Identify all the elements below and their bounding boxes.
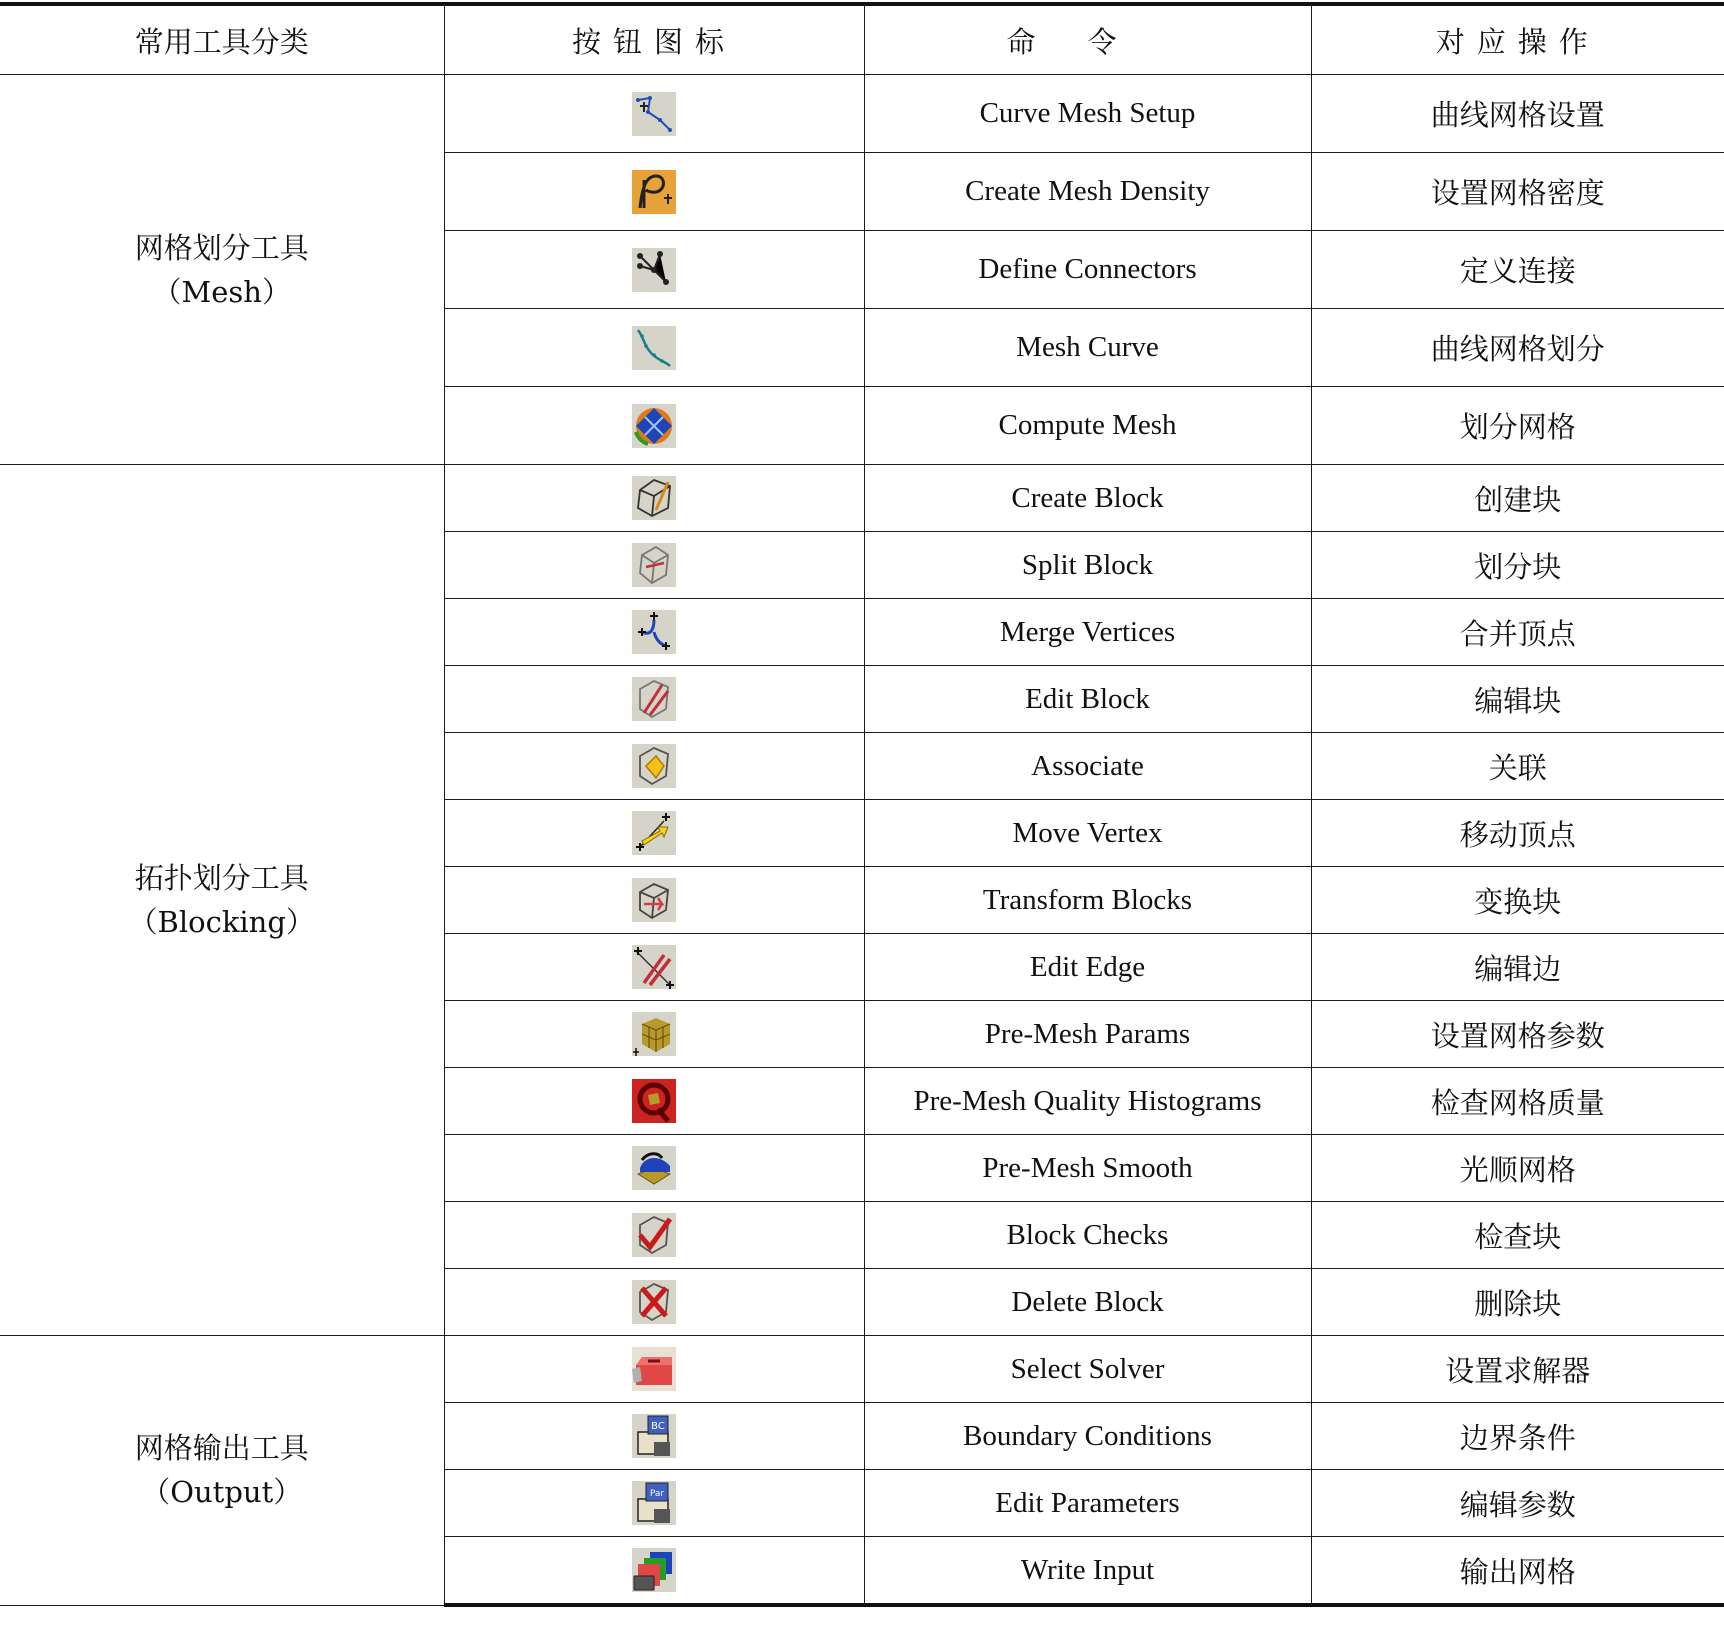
- command-cell: Pre-Mesh Params: [864, 1001, 1311, 1068]
- icon-cell: [444, 867, 864, 934]
- icon-cell: [444, 1001, 864, 1068]
- table-row: [0, 1336, 1724, 1403]
- operation-cell: 变换块: [1311, 867, 1724, 934]
- svg-text:BC: BC: [651, 1421, 665, 1432]
- operation-cell: 设置求解器: [1311, 1336, 1724, 1403]
- header-icon: 按钮图标: [444, 4, 864, 75]
- group-label-cell: [0, 1336, 444, 1606]
- command-cell: Block Checks: [864, 1202, 1311, 1269]
- group-name-cn: 网格输出工具: [134, 1431, 309, 1466]
- pre-mesh-params-icon: [630, 1010, 678, 1058]
- operation-cell: 编辑边: [1311, 934, 1724, 1001]
- command-cell: Compute Mesh: [864, 387, 1311, 465]
- select-solver-icon: [630, 1345, 678, 1393]
- operation-cell: 合并顶点: [1311, 599, 1724, 666]
- command-cell: Create Block: [864, 465, 1311, 532]
- icon-cell: [444, 1135, 864, 1202]
- operation-cell: 移动顶点: [1311, 800, 1724, 867]
- icon-cell: [444, 532, 864, 599]
- operation-cell: 输出网格: [1311, 1537, 1724, 1606]
- group-label-cell: [0, 75, 444, 465]
- table-body: [0, 75, 1724, 1606]
- command-cell: Pre-Mesh Smooth: [864, 1135, 1311, 1202]
- operation-cell: 边界条件: [1311, 1403, 1724, 1470]
- table-row: [0, 465, 1724, 532]
- tool-table: [0, 2, 1724, 1607]
- icon-cell: [444, 231, 864, 309]
- command-cell: Associate: [864, 733, 1311, 800]
- curve-mesh-setup-icon: [630, 90, 678, 138]
- operation-cell: 定义连接: [1311, 231, 1724, 309]
- icon-cell: [444, 153, 864, 231]
- icon-cell: [444, 309, 864, 387]
- associate-icon: [630, 742, 678, 790]
- icon-cell: [444, 666, 864, 733]
- command-cell: Select Solver: [864, 1336, 1311, 1403]
- group-name-cn: 拓扑划分工具: [134, 861, 309, 895]
- operation-cell: 设置网格参数: [1311, 1001, 1724, 1068]
- write-input-icon: [630, 1546, 678, 1594]
- icon-cell: [444, 1470, 864, 1537]
- command-cell: Delete Block: [864, 1269, 1311, 1336]
- icon-cell: [444, 800, 864, 867]
- group-name-cn: 网格划分工具: [134, 230, 309, 265]
- operation-cell: 划分块: [1311, 532, 1724, 599]
- icon-cell: [444, 1403, 864, 1470]
- edit-edge-icon: [630, 943, 678, 991]
- operation-cell: 检查块: [1311, 1202, 1724, 1269]
- command-cell: Edit Block: [864, 666, 1311, 733]
- icon-cell: [444, 1202, 864, 1269]
- pre-mesh-quality-icon: [630, 1077, 678, 1125]
- operation-cell: 曲线网格划分: [1311, 309, 1724, 387]
- define-connectors-icon: [630, 246, 678, 294]
- icon-cell: [444, 1068, 864, 1135]
- group-name-en: （Mesh）: [152, 274, 291, 309]
- command-cell: Edit Edge: [864, 934, 1311, 1001]
- operation-cell: 关联: [1311, 733, 1724, 800]
- header-category: 常用工具分类: [0, 4, 444, 75]
- delete-block-icon: [630, 1278, 678, 1326]
- command-cell: Define Connectors: [864, 231, 1311, 309]
- create-mesh-density-icon: [630, 168, 678, 216]
- icon-cell: [444, 1336, 864, 1403]
- move-vertex-icon: [630, 809, 678, 857]
- operation-cell: 光顺网格: [1311, 1135, 1724, 1202]
- operation-cell: 曲线网格设置: [1311, 75, 1724, 153]
- split-block-icon: [630, 541, 678, 589]
- group-name-en: （Blocking）: [128, 905, 315, 939]
- operation-cell: 编辑参数: [1311, 1470, 1724, 1537]
- command-cell: Transform Blocks: [864, 867, 1311, 934]
- create-block-icon: [630, 474, 678, 522]
- icon-cell: [444, 733, 864, 800]
- command-cell: Split Block: [864, 532, 1311, 599]
- command-cell: Curve Mesh Setup: [864, 75, 1311, 153]
- command-cell: Create Mesh Density: [864, 153, 1311, 231]
- icon-cell: [444, 1537, 864, 1606]
- group-label-cell: [0, 465, 444, 1336]
- command-cell: Merge Vertices: [864, 599, 1311, 666]
- operation-cell: 划分网格: [1311, 387, 1724, 465]
- pre-mesh-smooth-icon: [630, 1144, 678, 1192]
- command-cell: Pre-Mesh Quality Histograms: [864, 1068, 1311, 1135]
- boundary-conditions-icon: [630, 1412, 678, 1460]
- command-cell: Write Input: [864, 1537, 1311, 1606]
- svg-text:Par: Par: [649, 1489, 665, 1499]
- icon-cell: [444, 599, 864, 666]
- command-cell: Move Vertex: [864, 800, 1311, 867]
- compute-mesh-icon: [630, 402, 678, 450]
- transform-blocks-icon: [630, 876, 678, 924]
- block-checks-icon: [630, 1211, 678, 1259]
- table-row: [0, 75, 1724, 153]
- icon-cell: [444, 934, 864, 1001]
- icon-cell: [444, 1269, 864, 1336]
- header-command: 命令: [864, 4, 1311, 75]
- command-cell: Edit Parameters: [864, 1470, 1311, 1537]
- operation-cell: 检查网格质量: [1311, 1068, 1724, 1135]
- icon-cell: [444, 465, 864, 532]
- merge-vertices-icon: [630, 608, 678, 656]
- group-name-en: （Output）: [141, 1475, 303, 1510]
- icon-cell: [444, 387, 864, 465]
- command-cell: Mesh Curve: [864, 309, 1311, 387]
- icon-cell: [444, 75, 864, 153]
- edit-block-icon: [630, 675, 678, 723]
- command-cell: Boundary Conditions: [864, 1403, 1311, 1470]
- operation-cell: 编辑块: [1311, 666, 1724, 733]
- operation-cell: 删除块: [1311, 1269, 1724, 1336]
- header-operation: 对应操作: [1311, 4, 1724, 75]
- edit-parameters-icon: [630, 1479, 678, 1527]
- operation-cell: 设置网格密度: [1311, 153, 1724, 231]
- table-header-row: [0, 4, 1724, 75]
- operation-cell: 创建块: [1311, 465, 1724, 532]
- mesh-curve-icon: [630, 324, 678, 372]
